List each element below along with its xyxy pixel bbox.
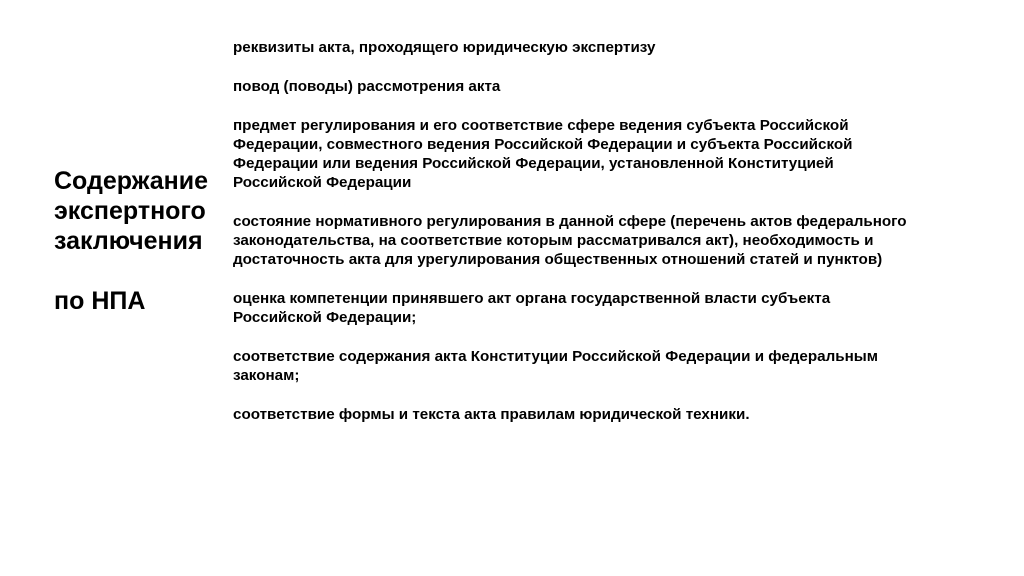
- title-line-3: заключения: [54, 227, 203, 255]
- list-item-constitution-compliance: соответствие содержания акта Конституции Российской Федерации и федеральным законам;: [233, 348, 878, 384]
- list-item-subject: предмет регулирования и его соответствие сфере ведения субъекта Российской Федерации, совместного ведения Российской Федерации и субъекта Российской Федерации или ведения Российской Федерации, установленной Конституцией Российской Федерации: [233, 117, 853, 191]
- title-line-1: Содержание: [54, 167, 209, 195]
- title-spacer: [54, 256, 224, 286]
- content-list: [233, 38, 923, 444]
- list-item-regulation-state: состояние нормативного регулирования в данной сфере (перечень актов федерального законодательства, на соответствие которым рассматривался акт), необходимость и достаточность акта для урегулирования общественных отношений статей и пунктов): [233, 213, 907, 268]
- list-item-reasons: повод (поводы) рассмотрения акта: [233, 78, 501, 95]
- list-item-legal-technique: соответствие формы и текста акта правилам юридической техники.: [233, 406, 750, 423]
- list-item-requisites: реквизиты акта, проходящего юридическую экспертизу: [233, 39, 656, 56]
- list-item-competence: оценка компетенции принявшего акт органа государственной власти субъекта Российской Федерации;: [233, 290, 831, 326]
- title-line-2: экспертного: [54, 197, 206, 225]
- slide-title: [54, 166, 224, 316]
- title-line-4: по НПА: [54, 287, 146, 315]
